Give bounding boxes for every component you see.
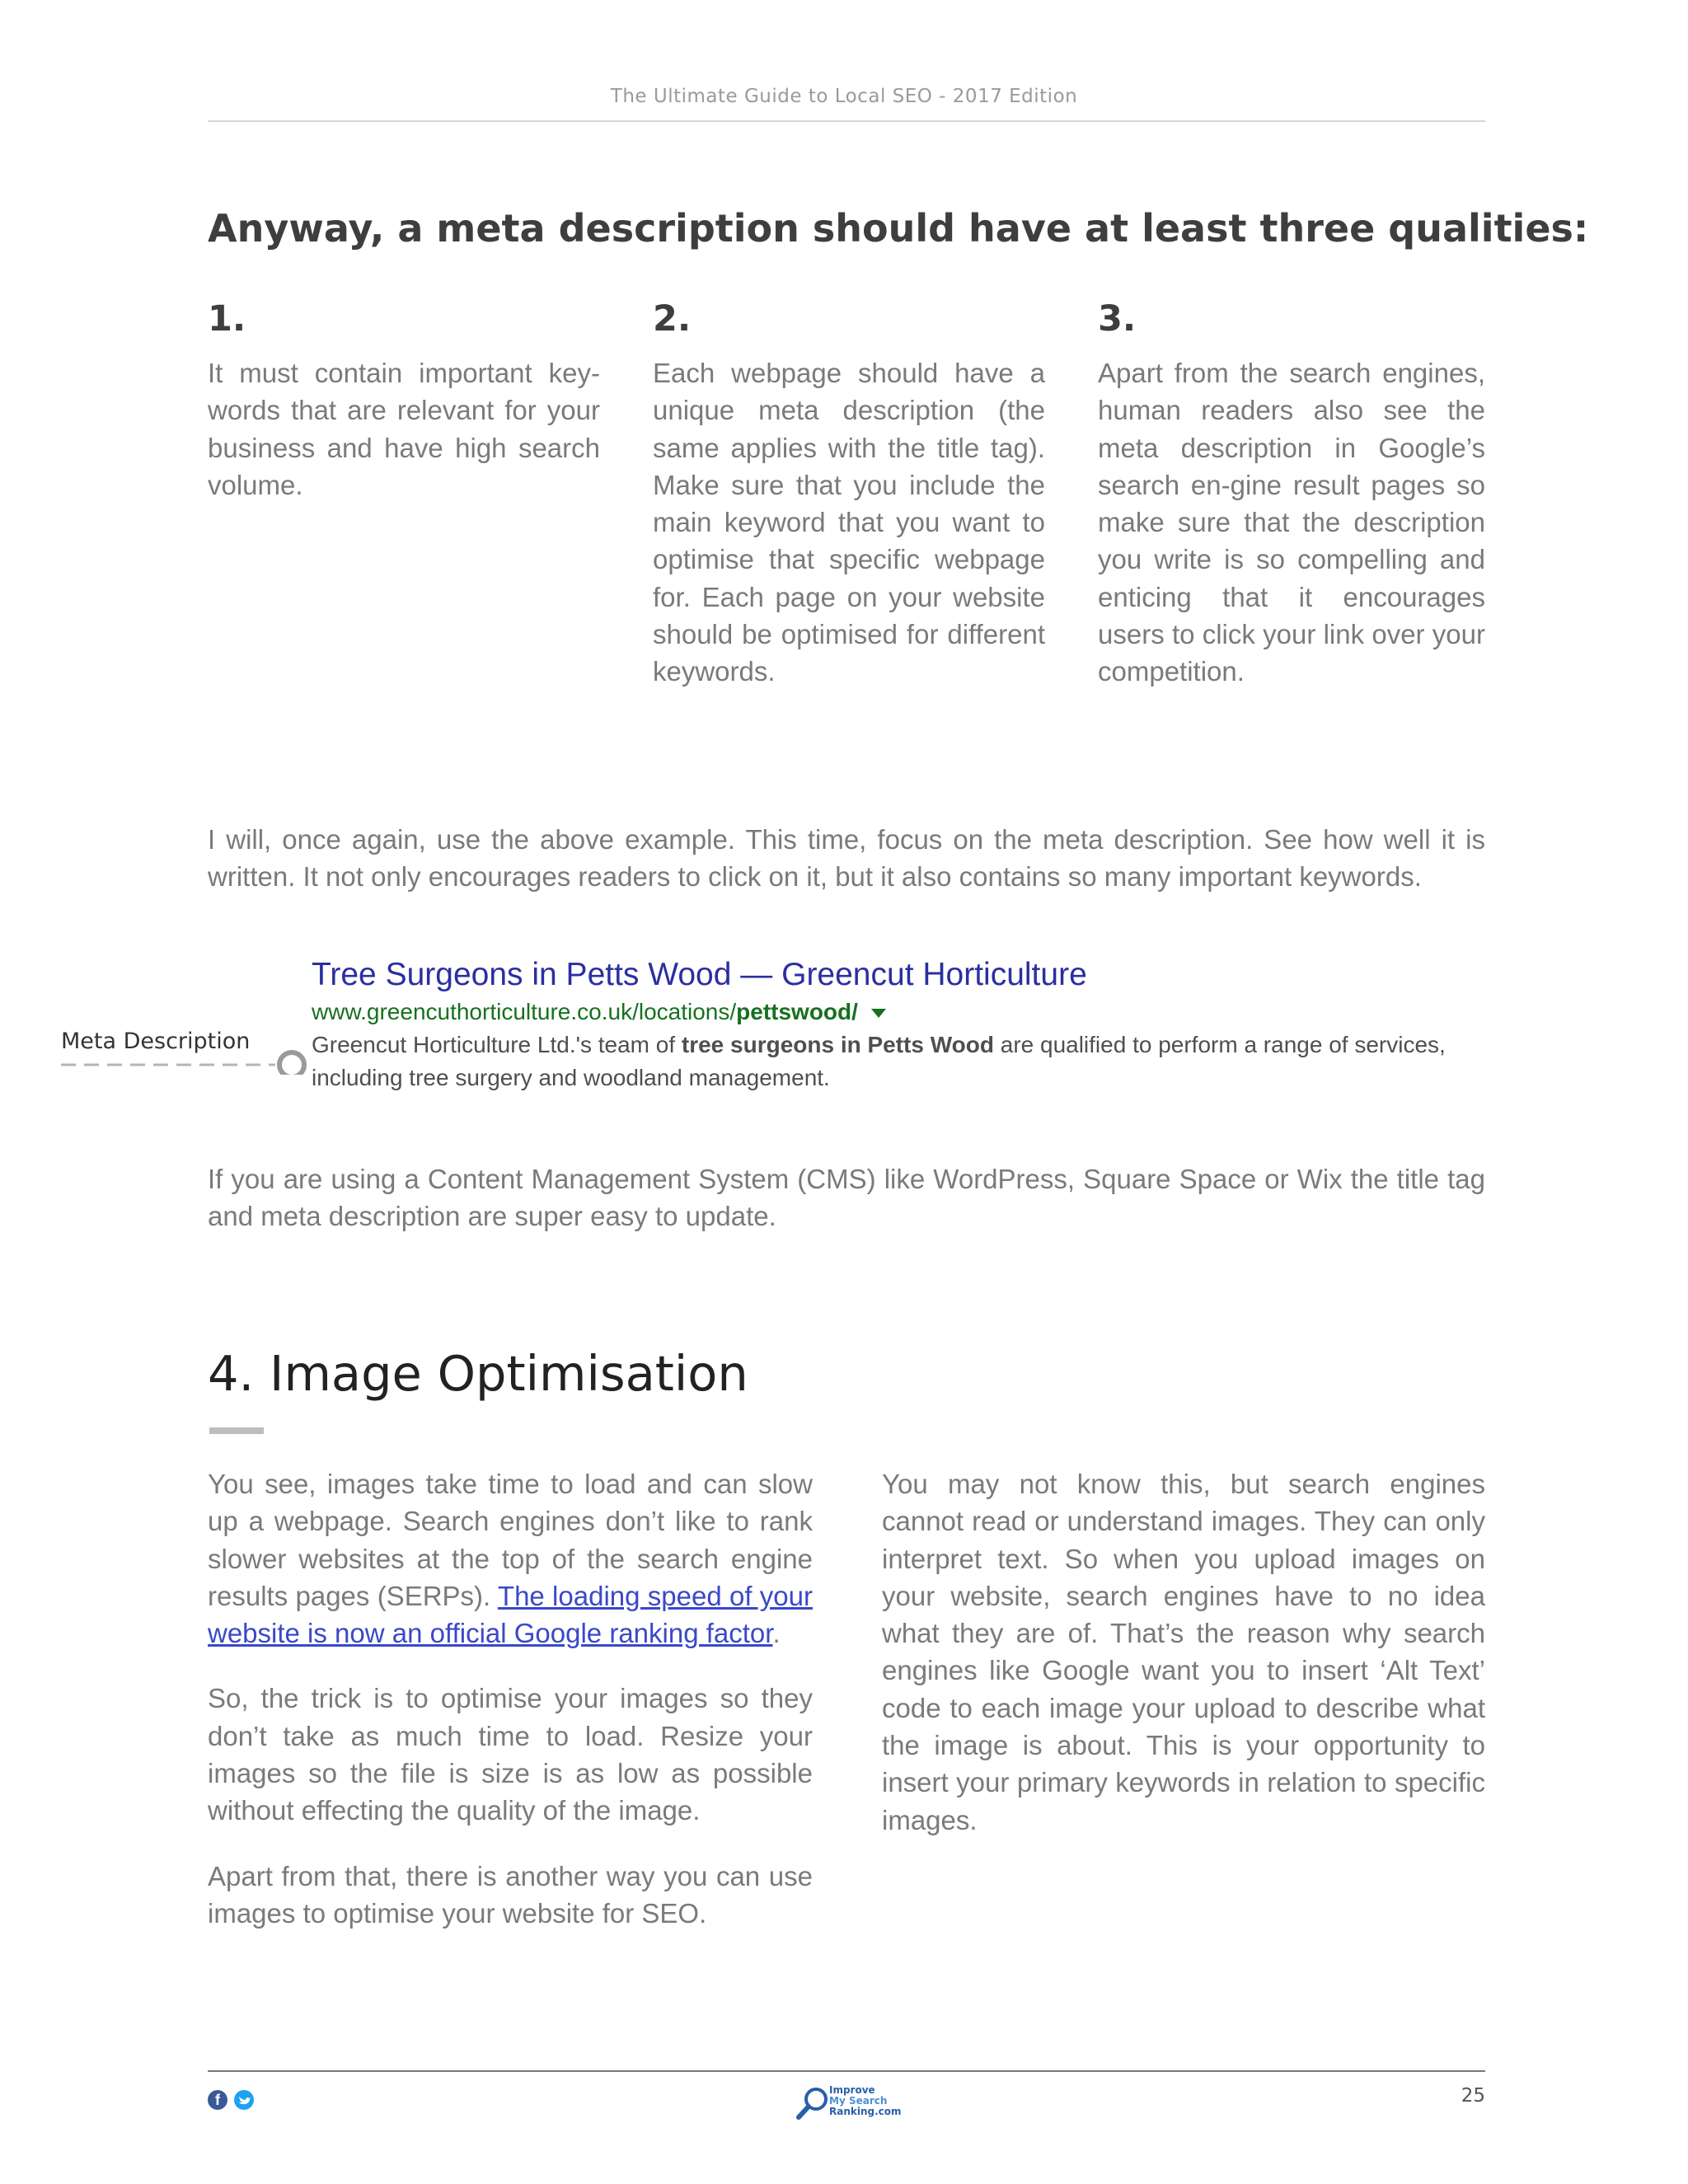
quality-text-1: It must contain important key-words that are relevant for your business and have high search volume. xyxy=(208,358,600,500)
logo-line-2: My Search xyxy=(829,2095,888,2107)
footer-logo xyxy=(795,2083,902,2125)
serp-snippet xyxy=(312,954,1482,1094)
magnifier-logo-icon xyxy=(795,2085,831,2121)
serp-url-bold: pettswood/ xyxy=(736,999,858,1024)
image-left-p1-end: . xyxy=(772,1618,781,1649)
qualities-heading: Anyway, a meta description should have at least three qualities: xyxy=(208,206,1589,251)
image-left-column xyxy=(208,1465,813,1960)
callout-connector xyxy=(58,1045,313,1075)
facebook-icon[interactable]: f xyxy=(208,2090,227,2110)
logo-line-3: Ranking.com xyxy=(829,2106,902,2117)
serp-desc-bold: tree surgeons in Petts Wood xyxy=(681,1032,994,1057)
serp-desc-part2: are qualified to perform a range of services, including tree surgery and woodland management. xyxy=(312,1032,1446,1090)
example-intro: I will, once again, use the above example. This time, focus on the meta description. See how well it is written. It not only encourages readers to click on it, but it also contains so many important keywords. xyxy=(208,824,1485,893)
meta-description-label: Meta Description xyxy=(61,1029,251,1054)
image-right-p1: You may not know this, but search engines cannot read or understand images. They can only interpret text. So when you upload images on your website, search engines have to no idea what they are of. That’s the reason why search engines like Google want you to insert ‘Alt Text’ code to each image your upload to describe what the image is about. This is your opportunity to insert your primary keywords in relation to specific images. xyxy=(882,1469,1485,1835)
quality-text-3: Apart from the search engines, human readers also see the meta description in Google’s search en-gine result pages so make sure that the description you write is so compelling and enticing that it encourages users to click your link over your competition. xyxy=(1098,358,1485,687)
serp-desc-part1: Greencut Horticulture Ltd.'s team of xyxy=(312,1032,682,1057)
twitter-icon[interactable] xyxy=(234,2090,254,2110)
quality-number-3: 3. xyxy=(1098,298,1137,340)
ranking-factor-link[interactable]: The loading speed of your website is now an official Google ranking factor xyxy=(208,1580,813,1649)
serp-description xyxy=(312,1029,1482,1094)
page-number: 25 xyxy=(1461,2085,1485,2107)
image-left-p2: So, the trick is to optimise your images so they don’t take as much time to load. Resize your images so the file is size is as low as possible without effecting the quality of the image. xyxy=(208,1683,813,1826)
serp-title[interactable]: Tree Surgeons in Petts Wood — Greencut Horticulture xyxy=(312,957,1087,992)
cms-note: If you are using a Content Management System (CMS) like WordPress, Square Space or Wix the title tag and meta description are super easy to update. xyxy=(208,1164,1485,1232)
quality-text-2: Each webpage should have a unique meta description (the same applies with the title tag). Make sure that you include the main keyword that you want to optimise that specific webpage for. Each page on your website should be optimised for different keywords. xyxy=(653,358,1045,687)
caret-down-icon[interactable] xyxy=(871,1009,886,1018)
header-divider xyxy=(208,120,1485,122)
logo-line-1: Improve xyxy=(829,2084,875,2096)
footer-divider xyxy=(208,2070,1485,2072)
quality-number-2: 2. xyxy=(653,298,692,340)
heading-underline xyxy=(209,1427,264,1434)
image-left-p3: Apart from that, there is another way you can use images to optimise your website for SEO. xyxy=(208,1860,813,1929)
serp-url xyxy=(312,996,1482,1029)
image-left-p1-text: You see, images take time to load and can slow up a webpage. Search engines don’t like to rank slower websites at the top of the search engine results pages (SERPs). xyxy=(208,1469,813,1611)
image-left-p1 xyxy=(208,1465,813,1652)
serp-url-prefix: www.greencuthorticulture.co.uk/locations/ xyxy=(312,999,737,1024)
quality-number-1: 1. xyxy=(208,298,246,340)
image-right-column xyxy=(882,1465,1485,1867)
image-optimisation-heading: 4. Image Optimisation xyxy=(208,1345,748,1402)
running-header: The Ultimate Guide to Local SEO - 2017 Edition xyxy=(610,86,1078,107)
